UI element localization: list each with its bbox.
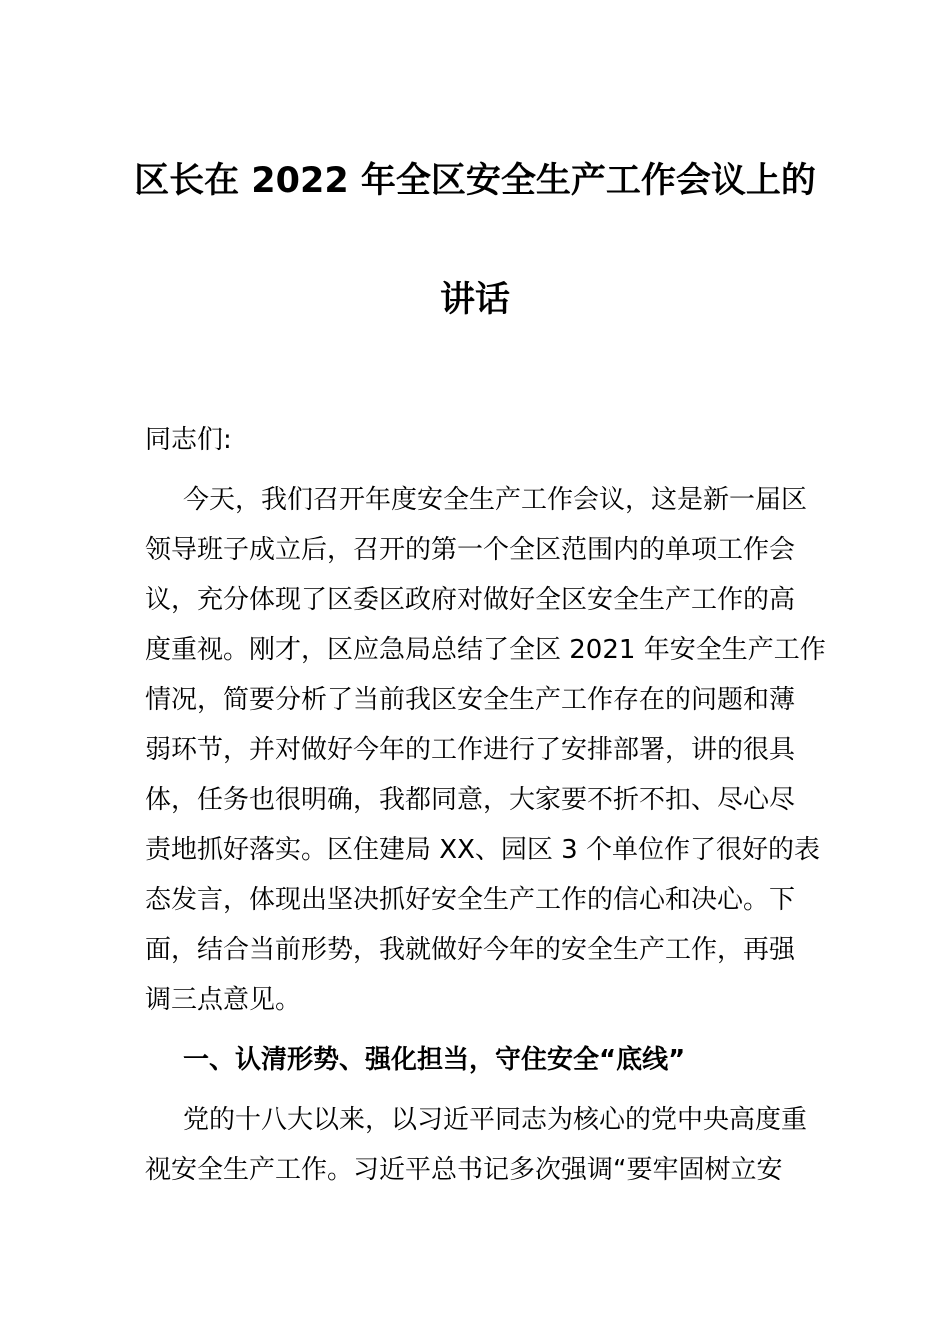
section-heading-1: 一、认清形势、强化担当，守住安全“底线” [183, 1045, 686, 1075]
paragraph-1-line-7: 体，任务也很明确，我都同意，大家要不折不扣、尽心尽 [145, 785, 796, 815]
paragraph-2-line-2: 视安全生产工作。习近平总书记多次强调“要牢固树立安 [145, 1155, 783, 1185]
paragraph-1-line-4: 度重视。刚才，区应急局总结了全区 2021 年安全生产工作 [145, 635, 826, 665]
paragraph-1-line-9: 态发言，体现出坚决抓好安全生产工作的信心和决心。下 [145, 885, 796, 915]
document-title-line-2: 讲话 [439, 280, 510, 320]
document-title-line-1: 区长在 2022 年全区安全生产工作会议上的 [134, 161, 816, 201]
paragraph-1-line-10: 面，结合当前形势，我就做好今年的安全生产工作，再强 [145, 935, 796, 965]
paragraph-1-line-3: 议，充分体现了区委区政府对做好全区安全生产工作的高 [145, 585, 796, 615]
paragraph-1-line-8: 责地抓好落实。区住建局 XX、园区 3 个单位作了很好的表 [145, 835, 820, 865]
salutation: 同志们: [145, 425, 232, 455]
paragraph-1-line-2: 领导班子成立后，召开的第一个全区范围内的单项工作会 [145, 535, 796, 565]
paragraph-1-line-11: 调三点意见。 [145, 985, 302, 1015]
paragraph-1-line-6: 弱环节，并对做好今年的工作进行了安排部署，讲的很具 [145, 735, 796, 765]
paragraph-2-line-1: 党的十八大以来，以习近平同志为核心的党中央高度重 [183, 1105, 808, 1135]
paragraph-1-line-5: 情况，简要分析了当前我区安全生产工作存在的问题和薄 [145, 685, 796, 715]
paragraph-1-line-1: 今天，我们召开年度安全生产工作会议，这是新一届区 [183, 485, 808, 515]
